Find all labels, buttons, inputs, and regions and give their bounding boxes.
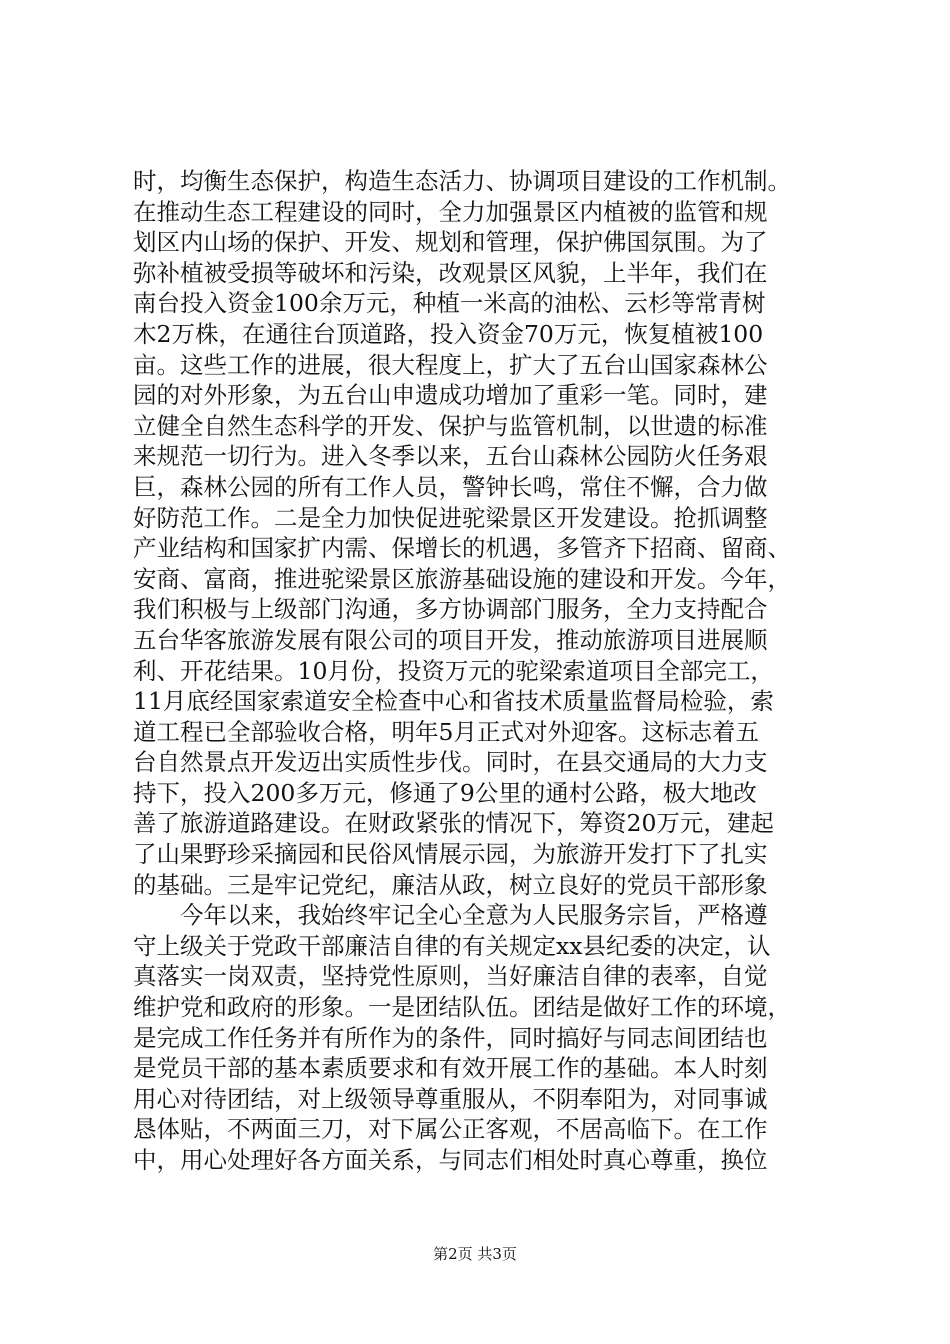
text-line: 木2万株，在通往台顶道路，投入资金70万元，恢复植被100: [133, 319, 764, 348]
text-line: 安商、富商，推进驼梁景区旅游基础设施的建设和开发。今年，: [133, 564, 791, 593]
text-line: 在推动生态工程建设的同时，全力加强景区内植被的监管和规: [133, 197, 768, 226]
text-line: 好防范工作。二是全力加快促进驼梁景区开发建设。抢抓调整: [133, 503, 768, 532]
text-line: 是完成工作任务并有所作为的条件，同时搞好与同志间团结也: [133, 1023, 768, 1052]
text-line: 划区内山场的保护、开发、规划和管理，保护佛国氛围。为了: [133, 228, 768, 257]
text-line: 巨，森林公园的所有工作人员，警钟长鸣，常住不懈，合力做: [133, 472, 768, 501]
text-line: 台自然景点开发迈出实质性步伐。同时，在县交通局的大力支: [133, 748, 768, 777]
text-line: 立健全自然生态科学的开发、保护与监管机制，以世遗的标准: [133, 411, 768, 440]
text-line: 弥补植被受损等破坏和污染，改观景区风貌，上半年，我们在: [133, 258, 768, 287]
text-line: 的基础。三是牢记党纪，廉洁从政，树立良好的党员干部形象: [133, 870, 768, 899]
text-line: 今年以来，我始终牢记全心全意为人民服务宗旨，严格遵: [133, 901, 768, 930]
text-line: 产业结构和国家扩内需、保增长的机遇，多管齐下招商、留商、: [133, 534, 791, 563]
text-line: 中，用心处理好各方面关系，与同志们相处时真心尊重，换位: [133, 1146, 768, 1174]
text-line: 时，均衡生态保护，构造生态活力、协调项目建设的工作机制。: [133, 167, 791, 195]
text-line: 恳体贴，不两面三刀，对下属公正客观，不居高临下。在工作: [133, 1115, 768, 1144]
page-indicator: 第2页 共3页: [433, 1245, 517, 1263]
text-line: 是党员干部的基本素质要求和有效开展工作的基础。本人时刻: [133, 1054, 768, 1083]
text-line: 守上级关于党政干部廉洁自律的有关规定xx县纪委的决定，认: [133, 931, 771, 960]
text-line: 我们积极与上级部门沟通，多方协调部门服务，全力支持配合: [133, 595, 768, 624]
document-body: [133, 166, 833, 1176]
text-line: 善了旅游道路建设。在财政紧张的情况下，筹资20万元，建起: [133, 809, 774, 838]
text-line: 持下，投入200多万元，修通了9公里的通村公路，极大地改: [133, 778, 757, 807]
text-line: 利、开花结果。10月份，投资万元的驼梁索道项目全部完工，: [133, 656, 774, 685]
text-line: 维护党和政府的形象。一是团结队伍。团结是做好工作的环境，: [133, 993, 791, 1022]
text-line: 园的对外形象，为五台山申遗成功增加了重彩一笔。同时，建: [133, 381, 768, 410]
text-line: 五台华客旅游发展有限公司的项目开发，推动旅游项目进展顺: [133, 625, 768, 654]
text-line: 道工程已全部验收合格，明年5月正式对外迎客。这标志着五: [133, 717, 759, 746]
text-line: 用心对待团结，对上级领导尊重服从，不阴奉阳为，对同事诚: [133, 1084, 768, 1113]
text-line: 11月底经国家索道安全检查中心和省技术质量监督局检验，索: [133, 687, 774, 716]
text-line: 南台投入资金100余万元，种植一米高的油松、云杉等常青树: [133, 289, 766, 318]
text-line: 真落实一岗双责，坚持党性原则，当好廉洁自律的表率，自觉: [133, 962, 768, 991]
text-line: 了山果野珍采摘园和民俗风情展示园，为旅游开发打下了扎实: [133, 840, 768, 869]
text-line: 来规范一切行为。进入冬季以来，五台山森林公园防火任务艰: [133, 442, 768, 471]
text-line: 亩。这些工作的进展，很大程度上，扩大了五台山国家森林公: [133, 350, 768, 379]
